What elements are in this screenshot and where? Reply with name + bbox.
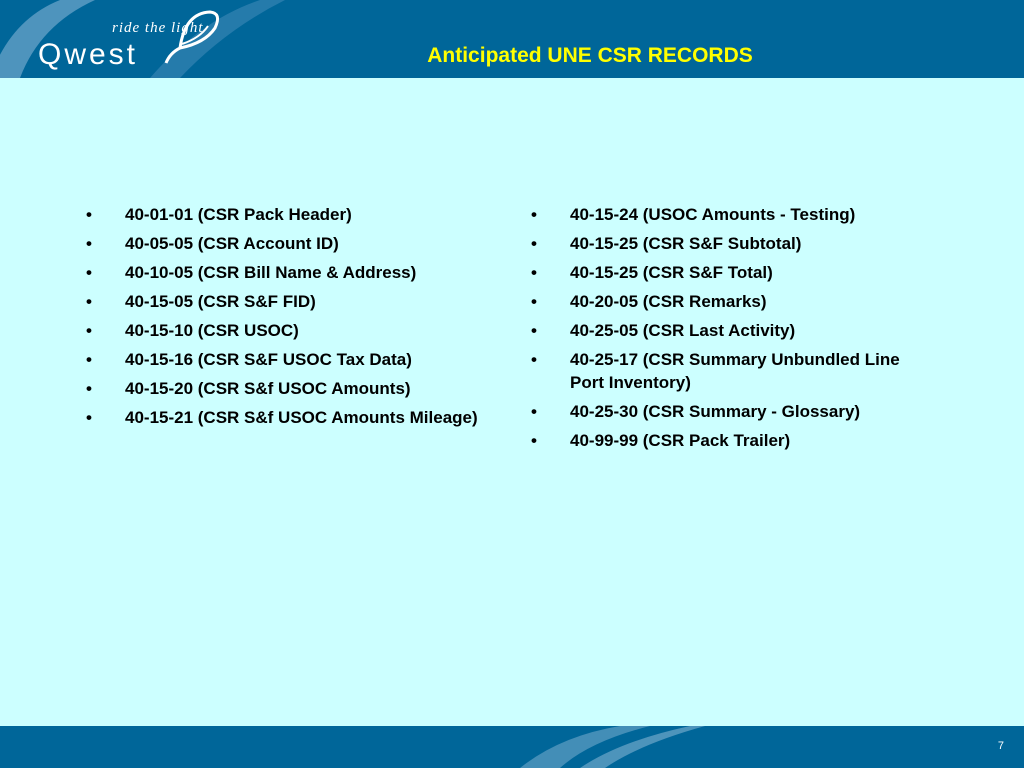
bullet-icon: • (531, 234, 537, 253)
list-item-text: 40-15-21 (CSR S&f USOC Amounts Mileage) (125, 408, 478, 427)
list-item (531, 232, 931, 255)
page-number: 7 (997, 740, 1004, 752)
bullet-icon: • (86, 205, 92, 224)
bullet-icon: • (531, 205, 537, 224)
bullet-icon: • (531, 350, 537, 369)
list-item-text: 40-01-01 (CSR Pack Header) (125, 205, 352, 224)
bullet-icon: • (86, 408, 92, 427)
list-item (531, 261, 931, 284)
bullet-icon: • (531, 263, 537, 282)
left-record-list (86, 203, 486, 435)
slide-title: Anticipated UNE CSR RECORDS (427, 44, 753, 67)
list-item-text: 40-10-05 (CSR Bill Name & Address) (125, 263, 417, 282)
list-item (531, 400, 931, 423)
bullet-icon: • (86, 350, 92, 369)
list-item-text: 40-15-05 (CSR S&F FID) (125, 292, 316, 311)
list-item-text: 40-25-30 (CSR Summary - Glossary) (570, 402, 861, 421)
list-item (86, 348, 486, 371)
qwest-logo (30, 8, 230, 72)
header-band (0, 0, 1024, 78)
list-item (531, 290, 931, 313)
list-item-text: 40-15-20 (CSR S&f USOC Amounts) (125, 379, 411, 398)
bullet-icon: • (86, 321, 92, 340)
list-item-text: 40-20-05 (CSR Remarks) (570, 292, 767, 311)
list-item-text: 40-25-17 (CSR Summary Unbundled Line Port Inventory) (570, 350, 900, 392)
bullet-icon: • (531, 431, 537, 450)
logo-wordmark: Qwest (38, 38, 139, 71)
list-item-text: 40-15-24 (USOC Amounts - Testing) (570, 205, 856, 224)
list-item (531, 319, 931, 342)
list-item (86, 290, 486, 313)
bullet-icon: • (86, 379, 92, 398)
list-item (531, 429, 931, 452)
list-item-text: 40-15-16 (CSR S&F USOC Tax Data) (125, 350, 412, 369)
logo-e-swirl-icon (160, 8, 230, 68)
list-item (86, 319, 486, 342)
list-item-text: 40-99-99 (CSR Pack Trailer) (570, 431, 791, 450)
bullet-icon: • (86, 292, 92, 311)
bullet-icon: • (86, 234, 92, 253)
list-item (531, 348, 931, 394)
list-item-text: 40-25-05 (CSR Last Activity) (570, 321, 796, 340)
list-item-text: 40-15-25 (CSR S&F Subtotal) (570, 234, 802, 253)
list-item (531, 203, 931, 226)
logo-tagline: ride the light (112, 20, 204, 36)
bullet-icon: • (531, 292, 537, 311)
list-item (86, 232, 486, 255)
list-item (86, 203, 486, 226)
footer-band (0, 726, 1024, 768)
list-item (86, 406, 486, 429)
list-item (86, 377, 486, 400)
list-item (86, 261, 486, 284)
bullet-icon: • (531, 402, 537, 421)
list-item-text: 40-05-05 (CSR Account ID) (125, 234, 339, 253)
right-record-list (531, 203, 931, 458)
list-item-text: 40-15-10 (CSR USOC) (125, 321, 299, 340)
list-item-text: 40-15-25 (CSR S&F Total) (570, 263, 773, 282)
bullet-icon: • (86, 263, 92, 282)
bullet-icon: • (531, 321, 537, 340)
footer-swoosh-graphic (0, 726, 1024, 768)
